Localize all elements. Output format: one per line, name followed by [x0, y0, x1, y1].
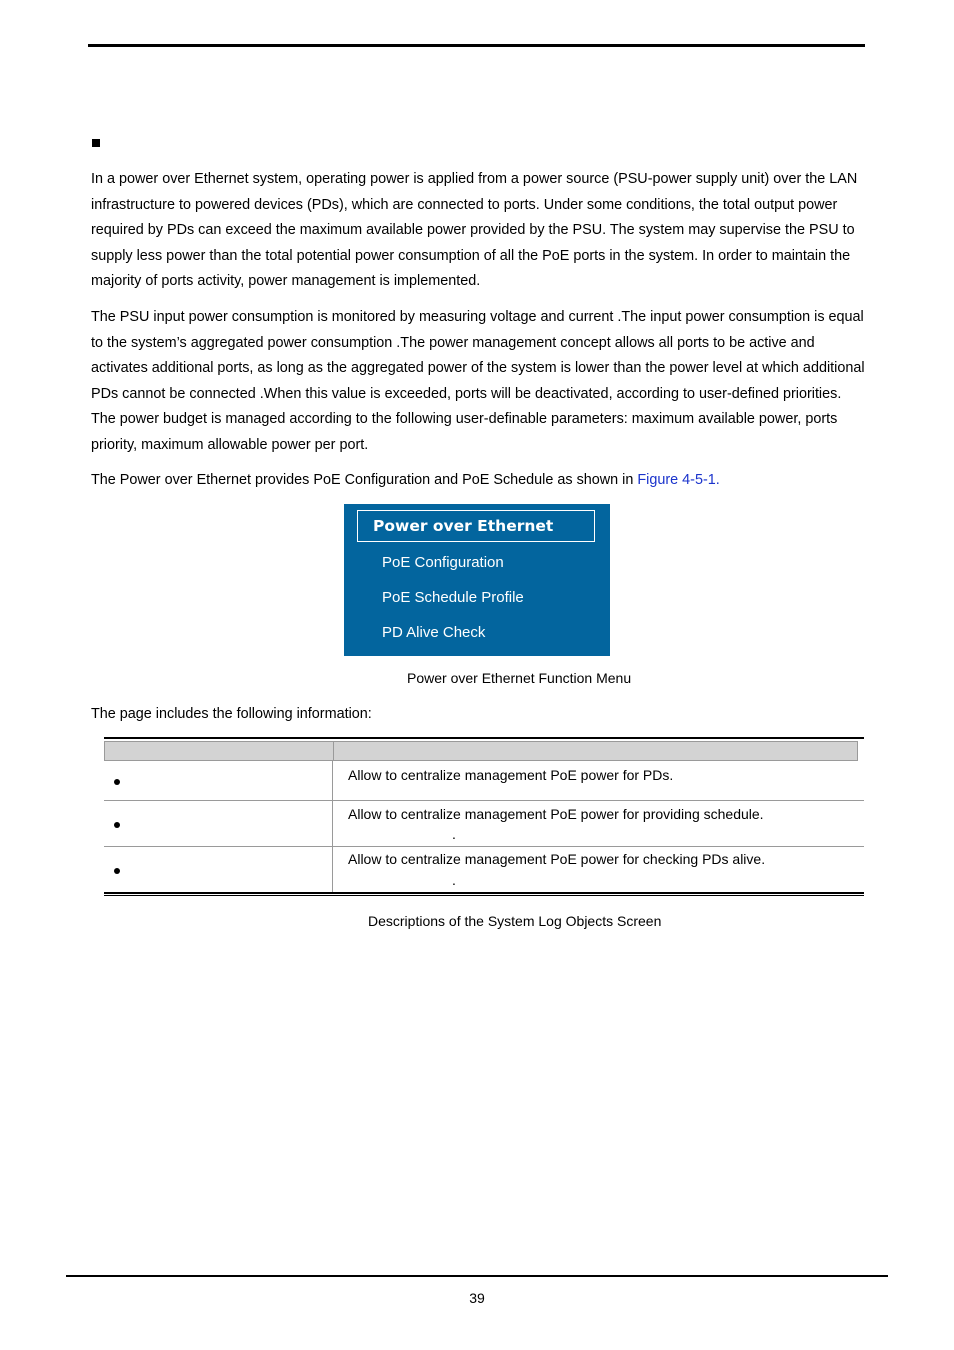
table-row: [104, 801, 864, 846]
menu-item-poe-schedule-profile[interactable]: PoE Schedule Profile: [382, 589, 524, 606]
table-bottom-rule: [104, 892, 864, 894]
menu-item-poe-configuration[interactable]: PoE Configuration: [382, 554, 504, 571]
menu-header-label: Power over Ethernet: [373, 517, 554, 535]
bullet-dot-icon: [114, 779, 120, 785]
row-trailing: .: [452, 872, 456, 888]
row-description: Allow to centralize management PoE power for checking PDs alive.: [348, 851, 766, 867]
intro-paragraph-3: [91, 468, 866, 494]
figure-caption: Power over Ethernet Function Menu: [407, 670, 632, 686]
table-caption: Descriptions of the System Log Objects Screen: [368, 913, 662, 929]
header-rule: [88, 44, 865, 47]
section-bullet-icon: [92, 139, 100, 147]
footer-rule: [66, 1275, 888, 1277]
page-number: 39: [469, 1290, 485, 1306]
menu-item-pd-alive-check[interactable]: PD Alive Check: [382, 624, 486, 641]
table-row: [104, 761, 864, 800]
table-top-rule: [104, 737, 864, 739]
figure-link[interactable]: Figure 4-5-1.: [637, 472, 720, 488]
row-description: Allow to centralize management PoE power for PDs.: [348, 767, 674, 783]
intro-paragraph-3-text: The Power over Ethernet provides PoE Configuration and PoE Schedule as shown in: [91, 472, 638, 488]
table-row: [104, 847, 864, 892]
row-description: Allow to centralize management PoE power for providing schedule.: [348, 806, 764, 822]
table-header-row: [104, 741, 858, 761]
bullet-dot-icon: [114, 868, 120, 874]
intro-paragraph-2: The PSU input power consumption is monitored by measuring voltage and current .The input power consumption is equal to the system’s aggregated power consumption .The power management concept allows all ports to be active and activates additional ports, as long as the aggregated power of the system is lower than the power level at which additional PDs cannot be connected .When this value is exceeded, ports will be deactivated, according to user-defined priorities. The power budget is managed according to the following user-definable parameters: maximum available power, ports priority, maximum allowable power per port.: [91, 309, 865, 453]
row-trailing: .: [452, 826, 456, 842]
menu-header[interactable]: [357, 510, 595, 542]
intro-paragraph-1: In a power over Ethernet system, operating power is applied from a power source (PSU-power supply unit) over the LAN infrastructure to powered devices (PDs), which are connected to ports. Under some conditions, the total output power required by PDs can exceed the maximum available power provided by the PSU. The system may supervise the PSU to supply less power than the total potential power consumption of all the PoE ports in the system. In order to maintain the majority of ports activity, power management is implemented.: [91, 171, 858, 289]
intro-paragraph-4: The page includes the following information:: [91, 706, 372, 722]
bullet-dot-icon: [114, 822, 120, 828]
